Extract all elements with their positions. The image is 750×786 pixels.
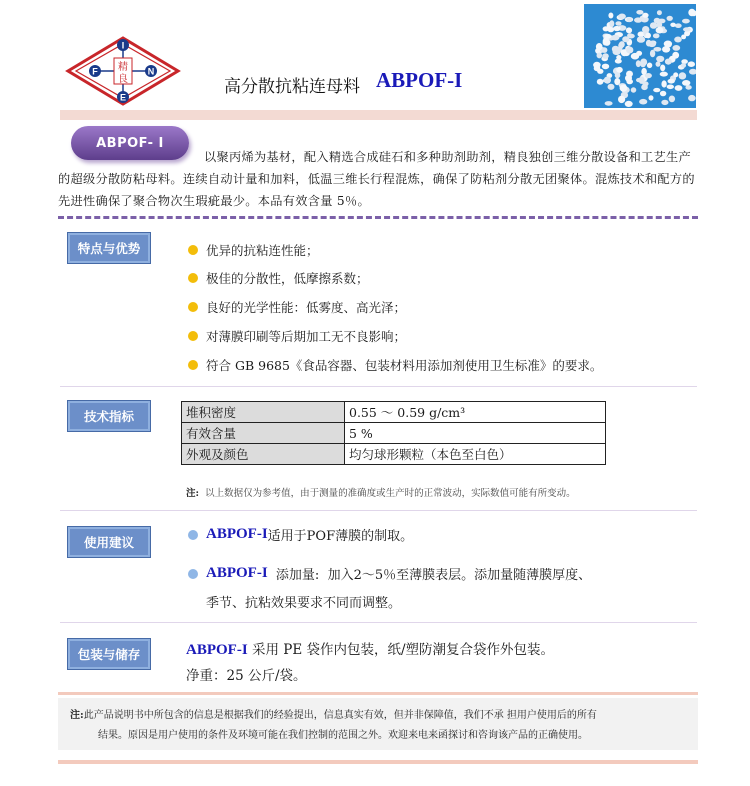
pellet: [602, 64, 609, 70]
pellet: [596, 43, 603, 50]
usage-item-continuation: 季节、抗粘效果要求不同而调整。: [206, 596, 402, 611]
packaging-line: ABPOF-I 采用 PE 袋作内包装，纸/塑防潮复合袋作外包装。: [186, 642, 555, 658]
pellet: [626, 71, 633, 78]
pellet: [597, 69, 603, 74]
pellet: [605, 101, 613, 106]
features-label: 特点与优势: [67, 232, 151, 264]
pellet: [626, 27, 632, 33]
pellet: [681, 63, 686, 68]
product-title-en: ABPOF-I: [376, 68, 463, 92]
table-row: 外观及颜色 均匀球形颗粒（本色至白色）: [182, 444, 606, 465]
pellet: [645, 73, 652, 78]
pellet: [645, 33, 651, 39]
disclaimer-text: 注:此产品说明书中所包含的信息是根据我们的经验提出，信息真实有效，但并非保障值，我们不承 担用户使用后的所有 结果。原因是用户使用的条件及环境可能在我们控制的范围之外。欢迎来电来函探讨和咨询该产品的正确使用。: [70, 710, 597, 741]
pellet: [660, 65, 665, 72]
table-row: 堆积密度 0.55 ～ 0.59 g/cm³: [182, 402, 606, 423]
pellet: [665, 59, 672, 65]
pellet: [653, 33, 660, 38]
pellet: [688, 95, 696, 101]
pellet: [593, 62, 601, 68]
pellet: [603, 38, 610, 45]
svg-text:E: E: [119, 92, 127, 103]
pellet: [640, 59, 647, 66]
pellet: [670, 23, 676, 27]
bullet-dot-icon: [188, 302, 198, 312]
section-divider: [60, 622, 697, 623]
feature-item: 良好的光学性能：低雾度、高光泽；: [188, 298, 406, 316]
feature-item: 符合 GB 9685《食品容器、包装材料用添加剂使用卫生标准》的要求。: [188, 356, 602, 374]
pellet: [661, 100, 668, 105]
pellet: [614, 78, 620, 85]
pellet: [660, 72, 668, 77]
header-divider: [60, 110, 697, 120]
pellet: [675, 85, 683, 91]
pellet: [683, 27, 691, 31]
pellet: [667, 42, 672, 47]
pellet: [657, 56, 662, 60]
pellet: [602, 53, 609, 59]
pellet: [669, 96, 675, 103]
svg-text:N: N: [147, 66, 155, 77]
pellet: [660, 91, 666, 97]
bullet-dot-icon: [188, 331, 198, 341]
product-badge: ABPOF- I: [71, 126, 189, 160]
pellet: [668, 79, 675, 84]
pellet: [611, 35, 619, 41]
pellet: [656, 27, 664, 34]
bullet-dot-icon: [188, 530, 198, 540]
pellet: [618, 96, 625, 103]
pellet: [688, 61, 695, 67]
pellet: [679, 72, 687, 79]
pellet: [631, 87, 637, 92]
pellet: [608, 84, 615, 90]
pellet: [673, 72, 678, 77]
pellet: [625, 101, 633, 107]
bullet-dot-icon: [188, 273, 198, 283]
packaging-label: 包装与储存: [67, 638, 151, 670]
pellet: [631, 53, 639, 60]
feature-item: 优异的抗粘连性能；: [188, 241, 319, 259]
pellet: [642, 26, 649, 33]
pellet: [604, 34, 611, 39]
pellet: [634, 17, 642, 22]
pellet: [597, 79, 604, 85]
specs-label: 技术指标: [67, 400, 151, 432]
footer-divider: [58, 692, 698, 695]
pellet: [648, 41, 656, 47]
pellet: [653, 88, 660, 92]
intro-paragraph: 以聚丙烯为基材，配入精选合成硅石和多种助剂助剂，精良独创三维分散设备和工艺生产的超级分散防粘母料。连续自动计量和加料，低温三维长行程混炼，确保了防粘剂分散无团聚体。混炼技术和配方的先进性确保了聚合物次生瑕疵最少。本品有效含量 5％。: [58, 150, 695, 208]
specs-table: [181, 401, 606, 465]
product-pellets-photo: [584, 4, 696, 108]
pellet: [674, 37, 682, 43]
footer-bar: [58, 760, 698, 764]
pellet: [619, 41, 625, 48]
company-logo: [64, 34, 182, 108]
pellet: [616, 55, 621, 60]
usage-item: ABPOF-I 适用于POF薄膜的制取。: [188, 525, 413, 544]
pellet: [616, 67, 623, 73]
feature-item: 对薄膜印刷等后期加工无不良影响；: [188, 327, 406, 345]
pellet: [641, 84, 648, 90]
pellet: [618, 14, 626, 20]
svg-text:F: F: [92, 66, 98, 77]
specs-note: 注: 以上数据仅为参考值，由于测量的准确度或生产时的正常波动，实际数值可能有所变动。: [186, 488, 576, 499]
pellet: [653, 47, 661, 52]
section-divider: [60, 510, 697, 511]
pellet: [675, 23, 682, 28]
pellet: [672, 45, 680, 51]
pellet: [682, 19, 690, 24]
table-row: 有效含量 5 %: [182, 423, 606, 444]
pellet: [688, 9, 695, 16]
bullet-dot-icon: [188, 245, 198, 255]
usage-label: 使用建议: [67, 526, 151, 558]
pellet: [628, 34, 635, 39]
usage-item: ABPOF-I 添加量: 加入2～5％至薄膜表层。添加量随薄膜厚度、: [188, 564, 591, 583]
pellet: [642, 13, 648, 18]
pellet: [608, 13, 613, 19]
bullet-dot-icon: [188, 569, 198, 579]
pellet: [613, 49, 621, 55]
pellet: [682, 80, 690, 86]
pellet: [609, 20, 614, 27]
pellet: [639, 77, 645, 84]
packaging-weight: 净重：25 公斤/袋。: [186, 668, 307, 684]
pellet: [602, 47, 608, 53]
svg-text:I: I: [121, 40, 125, 51]
feature-item: 极佳的分散性，低摩擦系数；: [188, 269, 369, 287]
product-title-cn: 高分散抗粘连母料: [224, 77, 360, 97]
svg-text:精: 精: [118, 62, 128, 73]
pellet: [636, 60, 641, 67]
pellet: [667, 16, 673, 21]
pellet: [637, 36, 645, 43]
pellet: [658, 19, 666, 24]
pellet: [597, 53, 603, 59]
pellet: [626, 47, 633, 54]
pellet: [604, 77, 611, 84]
pellet: [667, 85, 674, 90]
section-divider: [58, 216, 698, 219]
pellet: [639, 99, 647, 105]
pellet: [615, 21, 621, 26]
pellet: [627, 17, 633, 22]
pellet: [649, 95, 654, 100]
pellet: [636, 10, 643, 15]
pellet: [613, 26, 620, 31]
section-divider: [60, 386, 697, 387]
pellet: [661, 80, 666, 87]
pellet: [620, 85, 628, 92]
pellet: [657, 10, 662, 15]
pellet: [672, 52, 679, 59]
bullet-dot-icon: [188, 360, 198, 370]
svg-text:良: 良: [118, 74, 128, 85]
pellet: [650, 50, 655, 57]
pellet: [647, 63, 652, 69]
pellet: [656, 61, 661, 66]
